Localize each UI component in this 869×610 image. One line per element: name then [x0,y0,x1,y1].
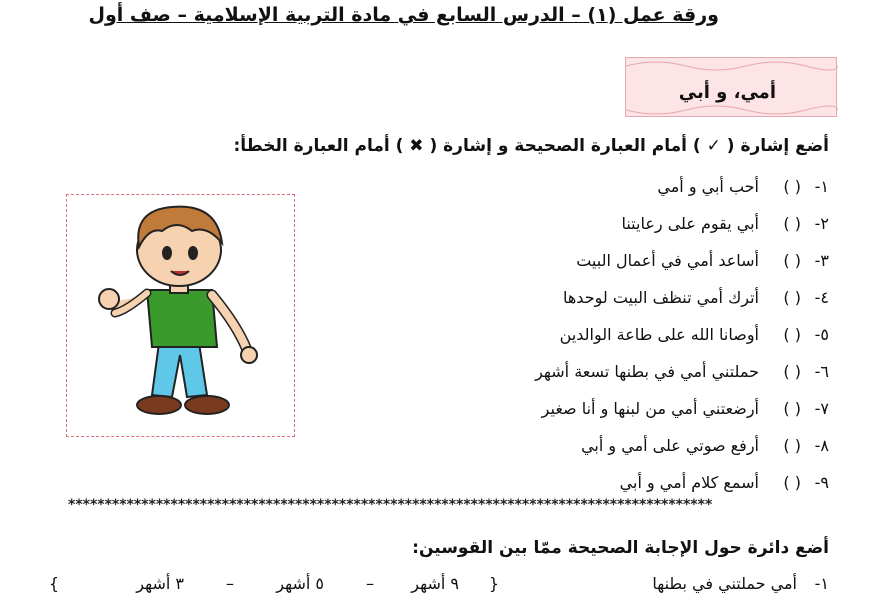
worksheet-title: ورقة عمل (١) – الدرس السابع في مادة التربية الإسلامية – صف أول [88,4,719,26]
item-number: ١- [814,176,829,196]
statement-item [399,357,829,385]
statement-text: أرفع صوتي على أمي و أبي [581,435,759,455]
option-3[interactable]: ٣ أشهر [136,574,184,593]
statement-item [399,320,829,348]
item-number: ٧- [814,398,829,418]
option-dash-2: – [226,574,234,593]
answer-box[interactable]: ( ) [783,472,801,492]
statement-text: أحب أبي و أمي [657,176,759,196]
option-dash-1: – [366,574,374,593]
open-brace: { [488,574,499,593]
answer-box[interactable]: ( ) [783,361,801,381]
statement-text: أساعد أمي في أعمال البيت [576,250,759,270]
answer-box[interactable]: ( ) [783,250,801,270]
option-1[interactable]: ٩ أشهر [411,574,459,593]
answer-box[interactable]: ( ) [783,435,801,455]
answer-box[interactable]: ( ) [783,213,801,233]
section1-instruction: أضع إشارة ( ✓ ) أمام العبارة الصحيحة و إشارة ( ✖ ) أمام العبارة الخطأ: [233,136,829,156]
item-number: ٣- [814,250,829,270]
picture-frame [66,194,295,437]
statement-item [399,172,829,200]
section2-instruction: أضع دائرة حول الإجابة الصحيحة ممّا بين القوسين: [412,538,829,558]
question-text: أمي حملتني في بطنها [652,574,797,593]
answer-box[interactable]: ( ) [783,176,801,196]
statement-item [399,431,829,459]
statement-text: أبي يقوم على رعايتنا [621,213,759,233]
item-number: ٨- [814,435,829,455]
statement-text: أرضعتني أمي من لبنها و أنا صغير [541,398,759,418]
statement-text: أوصانا الله على طاعة الوالدين [559,324,759,344]
statement-item [399,394,829,422]
item-number: ٥- [814,324,829,344]
lesson-banner [625,57,837,117]
item-number: ٩- [814,472,829,492]
item-number: ٦- [814,361,829,381]
statement-text: حملتني أمي في بطنها تسعة أشهر [535,361,759,381]
banner-label: أمي، و أبي [678,82,776,103]
answer-box[interactable]: ( ) [783,287,801,307]
statement-text: أسمع كلام أمي و أبي [619,472,759,492]
question-row [29,574,829,604]
item-number: ٢- [814,213,829,233]
statement-item [399,246,829,274]
statement-item [399,283,829,311]
statement-item [399,468,829,496]
divider-stars: **************************************************************************************** [68,497,713,513]
option-2[interactable]: ٥ أشهر [276,574,324,593]
item-number: ٤- [814,287,829,307]
answer-box[interactable]: ( ) [783,324,801,344]
statement-text: أترك أمي تنظف البيت لوحدها [562,287,759,307]
statement-item [399,209,829,237]
close-brace: } [48,574,59,593]
boy-waving-illustration [67,195,293,435]
answer-box[interactable]: ( ) [783,398,801,418]
question-number: ١- [814,574,829,593]
